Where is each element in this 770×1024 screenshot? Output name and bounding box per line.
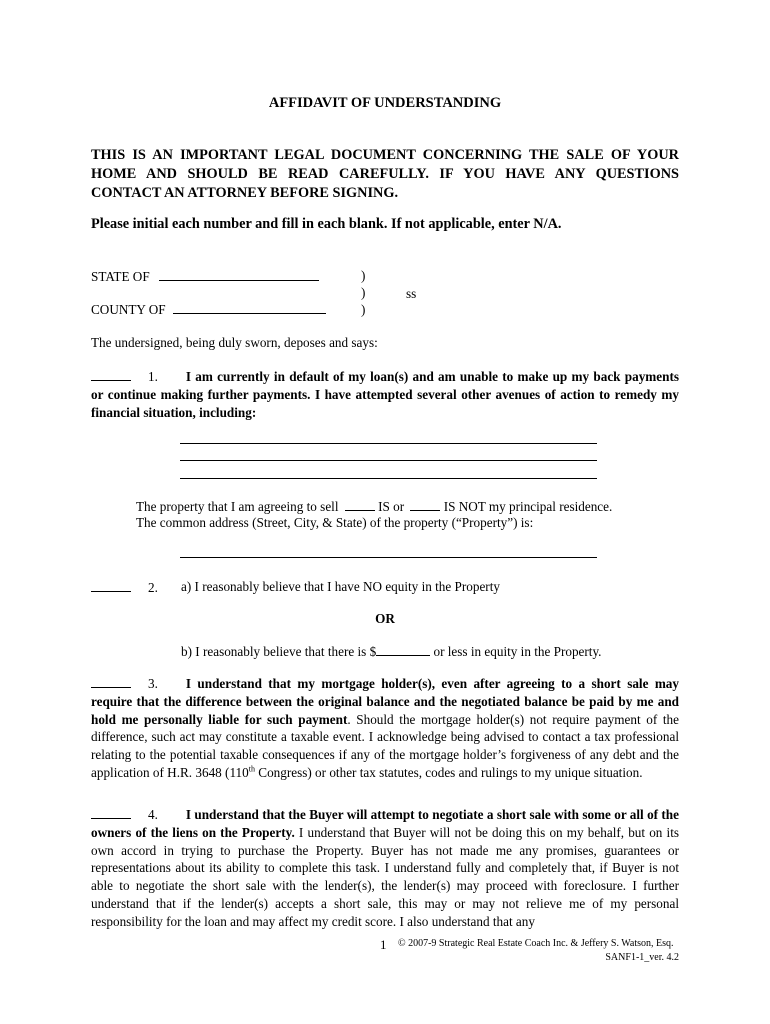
form-id: SANF1-1_ver. 4.2: [605, 952, 679, 963]
residence-row: [136, 497, 612, 515]
item-1-line-3[interactable]: [180, 478, 597, 479]
sworn-statement: The undersigned, being duly sworn, deposes and says:: [91, 335, 378, 350]
venue-ss: ss: [406, 286, 417, 301]
item-4-initial-field[interactable]: [91, 805, 131, 819]
venue-paren-1: ): [361, 268, 366, 283]
item-3-text-end: Congress) or other tax statutes, codes and rulings to my unique situation.: [254, 764, 643, 780]
item-3: [91, 674, 679, 782]
item-2-or: OR: [375, 611, 395, 626]
item-2-number: 2.: [148, 580, 158, 595]
residence-text-b: IS NOT my principal residence.: [443, 499, 613, 514]
item-1-number: 1.: [148, 369, 158, 384]
equity-amount-field[interactable]: [376, 642, 430, 656]
item-1-initial-field[interactable]: [91, 367, 131, 381]
state-field[interactable]: [159, 267, 319, 281]
item-4-text: I understand that Buyer will not be doing this on my behalf, but on its own accord in trying to purchase the Property. Buyer has not made me any promises, guarantees or representations about its ability to complete this task. I understand fully and completely that, if Buyer is not able to negotiate the short sale with the lender(s), the lender(s) may proceed with foreclosure. I further understand that if the lender(s) accepts a short sale, this may or may not relieve me of my personal responsibility for the loan and may affect my credit score. I also understand that any: [91, 824, 679, 929]
item-2-option-b-post: or less in equity in the Property.: [433, 644, 602, 659]
residence-is-not-field[interactable]: [410, 497, 440, 511]
address-label: The common address (Street, City, & State) of the property (“Property”) is:: [136, 515, 534, 530]
item-2: [91, 578, 158, 596]
item-1: [91, 367, 679, 421]
state-label: STATE OF: [91, 269, 150, 284]
residence-is-field[interactable]: [345, 497, 375, 511]
venue-paren-2: ): [361, 285, 366, 300]
page-number: 1: [380, 937, 387, 952]
item-2-initial-field[interactable]: [91, 578, 131, 592]
state-row: [91, 267, 319, 285]
item-4-bold-text: I understand that the Buyer will attempt to negotiate a short sale with some or all of the owners of the liens on the Property.: [91, 807, 679, 840]
item-4-number: 4.: [148, 807, 158, 822]
item-3-sup: th: [248, 764, 255, 774]
item-2-option-b: [181, 642, 601, 660]
item-3-initial-field[interactable]: [91, 674, 131, 688]
item-1-line-1[interactable]: [180, 443, 597, 444]
county-label: COUNTY OF: [91, 302, 166, 317]
copyright-notice: © 2007-9 Strategic Real Estate Coach Inc. & Jeffery S. Watson, Esq.: [398, 938, 674, 949]
item-1-text: I am currently in default of my loan(s) and am unable to make up my back payments or continue making further payments. I have attempted several other avenues of action to remedy my financial situation, including:: [91, 369, 679, 420]
instruction-text: Please initial each number and fill in each blank. If not applicable, enter N/A.: [91, 216, 562, 232]
address-line[interactable]: [180, 557, 597, 558]
item-3-text: . Should the mortgage holder(s) not require payment of the difference, such act may constitute a taxable event. I acknowledge being advised to contact a tax professional relating to the potential taxable consequences if any of the mortgage holder’s forgiveness of any debt and the application of H.R. 3648 (110: [91, 711, 679, 780]
item-2-option-a: a) I reasonably believe that I have NO equity in the Property: [181, 579, 500, 594]
item-3-number: 3.: [148, 676, 158, 691]
legal-warning: THIS IS AN IMPORTANT LEGAL DOCUMENT CONCERNING THE SALE OF YOUR HOME AND SHOULD BE READ CAREFULLY. IF YOU HAVE ANY QUESTIONS CONTACT AN ATTORNEY BEFORE SIGNING.: [91, 147, 679, 201]
county-row: [91, 300, 326, 318]
item-4: [91, 805, 679, 931]
residence-text-a: The property that I am agreeing to sell: [136, 499, 339, 514]
document-title: AFFIDAVIT OF UNDERSTANDING: [268, 95, 502, 111]
item-3-bold-text: I understand that my mortgage holder(s), even after agreeing to a short sale may require that the difference between the original balance and the negotiated balance be paid by me and hold me personally liable for such payment: [91, 676, 679, 727]
residence-is-label: IS or: [378, 499, 405, 514]
item-2-option-b-pre: b) I reasonably believe that there is $: [181, 644, 377, 659]
venue-paren-3: ): [361, 302, 366, 317]
county-field[interactable]: [173, 300, 326, 314]
item-1-line-2[interactable]: [180, 460, 597, 461]
